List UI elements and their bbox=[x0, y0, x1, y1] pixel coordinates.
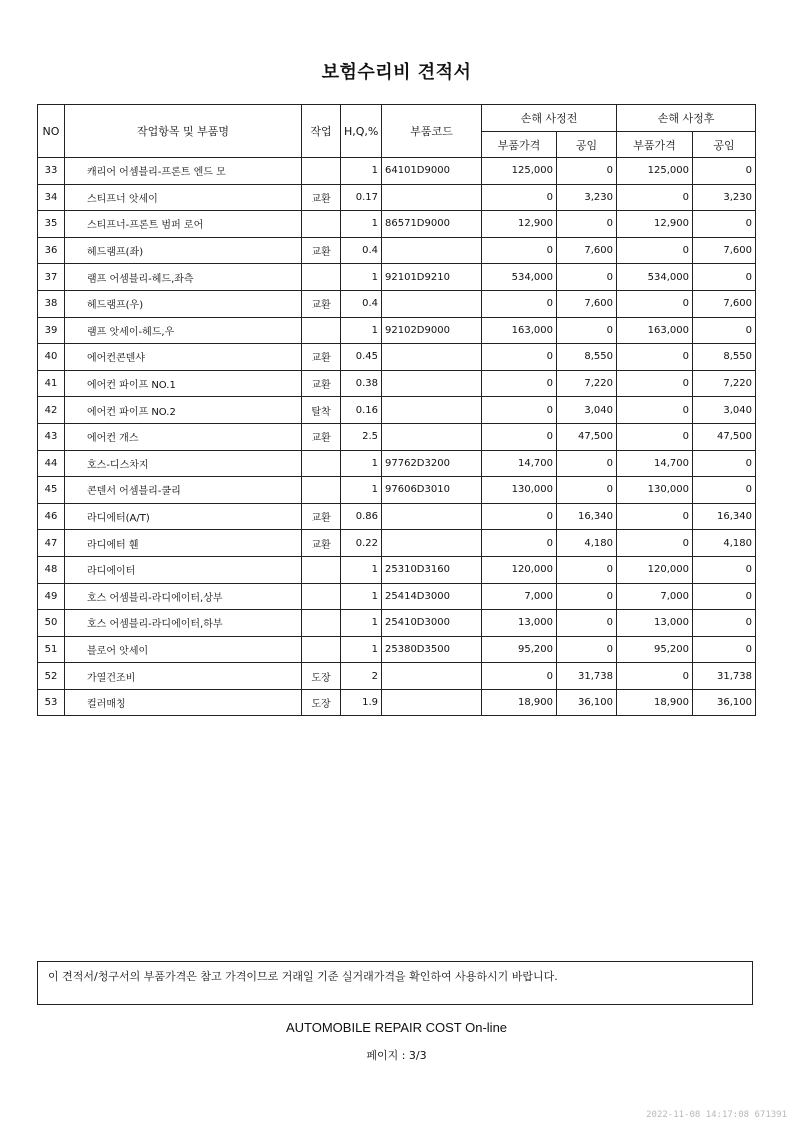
table-row bbox=[38, 264, 756, 291]
cell-work bbox=[302, 583, 341, 610]
cell-after-price: 130,000 bbox=[617, 477, 693, 504]
cell-item: 가열건조비 bbox=[65, 663, 302, 690]
cell-before-price: 0 bbox=[482, 503, 557, 530]
cell-work: 교환 bbox=[302, 503, 341, 530]
cell-before-labor: 8,550 bbox=[557, 344, 617, 371]
cell-code: 64101D9000 bbox=[382, 158, 482, 185]
cell-hq: 2 bbox=[341, 663, 382, 690]
cell-before-price: 95,200 bbox=[482, 636, 557, 663]
cell-no: 45 bbox=[38, 477, 65, 504]
header-work: 작업 bbox=[302, 105, 341, 158]
cell-before-price: 13,000 bbox=[482, 610, 557, 637]
cell-no: 42 bbox=[38, 397, 65, 424]
cell-item: 헤드램프(우) bbox=[65, 290, 302, 317]
cell-item: 에어컨 파이프 NO.2 bbox=[65, 397, 302, 424]
cell-after-price: 0 bbox=[617, 397, 693, 424]
cell-no: 43 bbox=[38, 423, 65, 450]
cell-code bbox=[382, 344, 482, 371]
cell-after-price: 13,000 bbox=[617, 610, 693, 637]
cell-item: 헤드램프(좌) bbox=[65, 237, 302, 264]
cell-work bbox=[302, 158, 341, 185]
cell-before-labor: 7,600 bbox=[557, 290, 617, 317]
cell-no: 38 bbox=[38, 290, 65, 317]
cell-work bbox=[302, 636, 341, 663]
cell-after-price: 163,000 bbox=[617, 317, 693, 344]
cell-work bbox=[302, 264, 341, 291]
cell-after-labor: 7,600 bbox=[693, 237, 756, 264]
table-row bbox=[38, 663, 756, 690]
header-after-price: 부품가격 bbox=[617, 132, 693, 158]
cell-no: 44 bbox=[38, 450, 65, 477]
cell-hq: 0.45 bbox=[341, 344, 382, 371]
cell-before-price: 12,900 bbox=[482, 211, 557, 238]
cell-after-price: 0 bbox=[617, 503, 693, 530]
cell-no: 49 bbox=[38, 583, 65, 610]
cell-code: 92102D9000 bbox=[382, 317, 482, 344]
cell-hq: 1 bbox=[341, 158, 382, 185]
table-header bbox=[38, 105, 756, 158]
cell-before-price: 0 bbox=[482, 184, 557, 211]
cell-item: 스티프너-프론트 범퍼 로어 bbox=[65, 211, 302, 238]
cell-code bbox=[382, 397, 482, 424]
cell-hq: 1 bbox=[341, 556, 382, 583]
cell-hq: 0.4 bbox=[341, 237, 382, 264]
cell-before-labor: 7,220 bbox=[557, 370, 617, 397]
table-row bbox=[38, 397, 756, 424]
print-timestamp: 2022-11-08 14:17:08 671391 bbox=[646, 1110, 787, 1120]
cell-after-labor: 16,340 bbox=[693, 503, 756, 530]
table-row bbox=[38, 556, 756, 583]
cell-hq: 0.38 bbox=[341, 370, 382, 397]
cell-item: 램프 앗세이-헤드,우 bbox=[65, 317, 302, 344]
cell-item: 캐리어 어셈블리-프론트 엔드 모 bbox=[65, 158, 302, 185]
table-row bbox=[38, 503, 756, 530]
price-notice: 이 견적서/청구서의 부품가격은 참고 가격이므로 거래일 기준 실거래가격을 확인하여 사용하시기 바랍니다. bbox=[37, 961, 753, 1005]
cell-work: 교환 bbox=[302, 423, 341, 450]
cell-after-price: 95,200 bbox=[617, 636, 693, 663]
cell-before-price: 163,000 bbox=[482, 317, 557, 344]
cell-after-labor: 0 bbox=[693, 211, 756, 238]
cell-before-price: 0 bbox=[482, 423, 557, 450]
cell-after-price: 0 bbox=[617, 530, 693, 557]
cell-item: 라디에이터 bbox=[65, 556, 302, 583]
cell-hq: 0.4 bbox=[341, 290, 382, 317]
cell-code bbox=[382, 663, 482, 690]
cell-code bbox=[382, 423, 482, 450]
header-before-labor: 공임 bbox=[557, 132, 617, 158]
cell-before-labor: 31,738 bbox=[557, 663, 617, 690]
cell-code bbox=[382, 530, 482, 557]
cell-work: 교환 bbox=[302, 370, 341, 397]
table-row bbox=[38, 636, 756, 663]
cell-before-price: 0 bbox=[482, 370, 557, 397]
cell-no: 35 bbox=[38, 211, 65, 238]
cell-after-labor: 0 bbox=[693, 158, 756, 185]
cell-code: 25380D3500 bbox=[382, 636, 482, 663]
cell-before-labor: 0 bbox=[557, 583, 617, 610]
cell-after-labor: 0 bbox=[693, 450, 756, 477]
cell-no: 50 bbox=[38, 610, 65, 637]
cell-work: 탈착 bbox=[302, 397, 341, 424]
cell-work bbox=[302, 610, 341, 637]
estimate-table bbox=[37, 104, 756, 716]
cell-after-price: 12,900 bbox=[617, 211, 693, 238]
cell-hq: 0.86 bbox=[341, 503, 382, 530]
cell-code bbox=[382, 237, 482, 264]
cell-code: 86571D9000 bbox=[382, 211, 482, 238]
table-row bbox=[38, 610, 756, 637]
cell-code bbox=[382, 689, 482, 716]
cell-before-price: 0 bbox=[482, 290, 557, 317]
cell-before-price: 130,000 bbox=[482, 477, 557, 504]
cell-item: 에어컨 개스 bbox=[65, 423, 302, 450]
cell-before-labor: 7,600 bbox=[557, 237, 617, 264]
cell-before-labor: 3,040 bbox=[557, 397, 617, 424]
cell-hq: 2.5 bbox=[341, 423, 382, 450]
cell-before-labor: 0 bbox=[557, 264, 617, 291]
cell-work bbox=[302, 556, 341, 583]
cell-after-labor: 7,220 bbox=[693, 370, 756, 397]
page-number: 페이지 : 3/3 bbox=[366, 1049, 427, 1062]
table-row bbox=[38, 450, 756, 477]
table-row bbox=[38, 423, 756, 450]
cell-after-labor: 31,738 bbox=[693, 663, 756, 690]
table-body bbox=[38, 158, 756, 716]
cell-before-price: 14,700 bbox=[482, 450, 557, 477]
cell-before-price: 18,900 bbox=[482, 689, 557, 716]
table-row bbox=[38, 530, 756, 557]
cell-work: 도장 bbox=[302, 663, 341, 690]
cell-no: 33 bbox=[38, 158, 65, 185]
cell-work bbox=[302, 211, 341, 238]
cell-before-price: 0 bbox=[482, 663, 557, 690]
cell-before-price: 534,000 bbox=[482, 264, 557, 291]
cell-no: 39 bbox=[38, 317, 65, 344]
cell-after-price: 0 bbox=[617, 290, 693, 317]
cell-after-labor: 0 bbox=[693, 636, 756, 663]
cell-before-labor: 0 bbox=[557, 450, 617, 477]
cell-item: 컬러매칭 bbox=[65, 689, 302, 716]
header-no: NO bbox=[38, 105, 65, 158]
header-after-labor: 공임 bbox=[693, 132, 756, 158]
header-before-price: 부품가격 bbox=[482, 132, 557, 158]
cell-hq: 0.22 bbox=[341, 530, 382, 557]
cell-after-price: 0 bbox=[617, 423, 693, 450]
cell-no: 41 bbox=[38, 370, 65, 397]
cell-after-price: 0 bbox=[617, 663, 693, 690]
cell-item: 에어컨콘덴샤 bbox=[65, 344, 302, 371]
cell-before-price: 0 bbox=[482, 397, 557, 424]
cell-item: 에어컨 파이프 NO.1 bbox=[65, 370, 302, 397]
cell-item: 콘덴서 어셈블리-쿨리 bbox=[65, 477, 302, 504]
cell-hq: 1 bbox=[341, 450, 382, 477]
cell-no: 51 bbox=[38, 636, 65, 663]
cell-after-labor: 0 bbox=[693, 264, 756, 291]
table-row bbox=[38, 583, 756, 610]
cell-work: 교환 bbox=[302, 237, 341, 264]
table-row bbox=[38, 344, 756, 371]
cell-after-price: 125,000 bbox=[617, 158, 693, 185]
cell-before-labor: 0 bbox=[557, 211, 617, 238]
cell-code bbox=[382, 370, 482, 397]
cell-after-labor: 3,230 bbox=[693, 184, 756, 211]
cell-before-labor: 0 bbox=[557, 477, 617, 504]
cell-after-price: 18,900 bbox=[617, 689, 693, 716]
cell-item: 램프 어셈블리-헤드,좌측 bbox=[65, 264, 302, 291]
cell-no: 34 bbox=[38, 184, 65, 211]
cell-hq: 0.16 bbox=[341, 397, 382, 424]
cell-after-labor: 36,100 bbox=[693, 689, 756, 716]
cell-before-labor: 0 bbox=[557, 158, 617, 185]
cell-before-labor: 36,100 bbox=[557, 689, 617, 716]
cell-before-price: 125,000 bbox=[482, 158, 557, 185]
cell-item: 호스 어셈블리-라디에이터,하부 bbox=[65, 610, 302, 637]
cell-work bbox=[302, 450, 341, 477]
cell-code: 97762D3200 bbox=[382, 450, 482, 477]
table-row bbox=[38, 158, 756, 185]
cell-after-price: 0 bbox=[617, 237, 693, 264]
cell-item: 호스 어셈블리-라디에이터,상부 bbox=[65, 583, 302, 610]
cell-hq: 1 bbox=[341, 636, 382, 663]
cell-no: 47 bbox=[38, 530, 65, 557]
cell-code bbox=[382, 290, 482, 317]
cell-before-price: 7,000 bbox=[482, 583, 557, 610]
cell-no: 53 bbox=[38, 689, 65, 716]
cell-no: 48 bbox=[38, 556, 65, 583]
table-row bbox=[38, 237, 756, 264]
cell-work: 교환 bbox=[302, 184, 341, 211]
cell-work: 교환 bbox=[302, 290, 341, 317]
table-row bbox=[38, 317, 756, 344]
cell-code: 25414D3000 bbox=[382, 583, 482, 610]
cell-before-price: 0 bbox=[482, 530, 557, 557]
table-row bbox=[38, 370, 756, 397]
cell-after-labor: 47,500 bbox=[693, 423, 756, 450]
cell-before-labor: 0 bbox=[557, 556, 617, 583]
cell-after-price: 0 bbox=[617, 184, 693, 211]
cell-after-labor: 0 bbox=[693, 556, 756, 583]
cell-code: 97606D3010 bbox=[382, 477, 482, 504]
footer-title: AUTOMOBILE REPAIR COST On-line bbox=[285, 1020, 508, 1035]
cell-hq: 0.17 bbox=[341, 184, 382, 211]
cell-after-price: 0 bbox=[617, 370, 693, 397]
cell-after-labor: 0 bbox=[693, 477, 756, 504]
cell-before-labor: 0 bbox=[557, 636, 617, 663]
cell-work: 교환 bbox=[302, 530, 341, 557]
document-title: 보험수리비 견적서 bbox=[321, 62, 472, 83]
cell-before-labor: 47,500 bbox=[557, 423, 617, 450]
cell-before-price: 0 bbox=[482, 344, 557, 371]
header-hq: H,Q,% bbox=[341, 105, 382, 158]
cell-hq: 1 bbox=[341, 317, 382, 344]
cell-before-labor: 0 bbox=[557, 317, 617, 344]
table-row bbox=[38, 290, 756, 317]
cell-hq: 1 bbox=[341, 211, 382, 238]
table-row bbox=[38, 477, 756, 504]
cell-after-labor: 0 bbox=[693, 317, 756, 344]
header-item: 작업항목 및 부품명 bbox=[65, 105, 302, 158]
cell-code bbox=[382, 503, 482, 530]
cell-after-price: 7,000 bbox=[617, 583, 693, 610]
cell-after-price: 534,000 bbox=[617, 264, 693, 291]
cell-code bbox=[382, 184, 482, 211]
cell-work bbox=[302, 477, 341, 504]
cell-item: 호스-디스차지 bbox=[65, 450, 302, 477]
cell-item: 라디에터 휀 bbox=[65, 530, 302, 557]
cell-no: 52 bbox=[38, 663, 65, 690]
cell-after-labor: 7,600 bbox=[693, 290, 756, 317]
cell-item: 블로어 앗세이 bbox=[65, 636, 302, 663]
header-after-assessment: 손해 사정후 bbox=[617, 105, 756, 132]
cell-item: 스티프너 앗세이 bbox=[65, 184, 302, 211]
cell-after-labor: 0 bbox=[693, 583, 756, 610]
cell-hq: 1.9 bbox=[341, 689, 382, 716]
cell-before-labor: 4,180 bbox=[557, 530, 617, 557]
cell-hq: 1 bbox=[341, 477, 382, 504]
cell-before-labor: 0 bbox=[557, 610, 617, 637]
cell-before-labor: 16,340 bbox=[557, 503, 617, 530]
cell-no: 46 bbox=[38, 503, 65, 530]
cell-hq: 1 bbox=[341, 264, 382, 291]
cell-before-price: 0 bbox=[482, 237, 557, 264]
cell-after-labor: 0 bbox=[693, 610, 756, 637]
header-before-assessment: 손해 사정전 bbox=[482, 105, 617, 132]
cell-work: 교환 bbox=[302, 344, 341, 371]
cell-after-labor: 4,180 bbox=[693, 530, 756, 557]
cell-before-labor: 3,230 bbox=[557, 184, 617, 211]
cell-hq: 1 bbox=[341, 583, 382, 610]
cell-work: 도장 bbox=[302, 689, 341, 716]
cell-hq: 1 bbox=[341, 610, 382, 637]
cell-no: 40 bbox=[38, 344, 65, 371]
table-row bbox=[38, 689, 756, 716]
cell-code: 25310D3160 bbox=[382, 556, 482, 583]
cell-item: 라디에터(A/T) bbox=[65, 503, 302, 530]
table-row bbox=[38, 211, 756, 238]
cell-after-labor: 3,040 bbox=[693, 397, 756, 424]
cell-before-price: 120,000 bbox=[482, 556, 557, 583]
cell-after-price: 14,700 bbox=[617, 450, 693, 477]
cell-code: 25410D3000 bbox=[382, 610, 482, 637]
cell-after-price: 0 bbox=[617, 344, 693, 371]
header-code: 부품코드 bbox=[382, 105, 482, 158]
cell-code: 92101D9210 bbox=[382, 264, 482, 291]
cell-after-price: 120,000 bbox=[617, 556, 693, 583]
cell-no: 37 bbox=[38, 264, 65, 291]
table-row bbox=[38, 184, 756, 211]
cell-no: 36 bbox=[38, 237, 65, 264]
cell-after-labor: 8,550 bbox=[693, 344, 756, 371]
cell-work bbox=[302, 317, 341, 344]
